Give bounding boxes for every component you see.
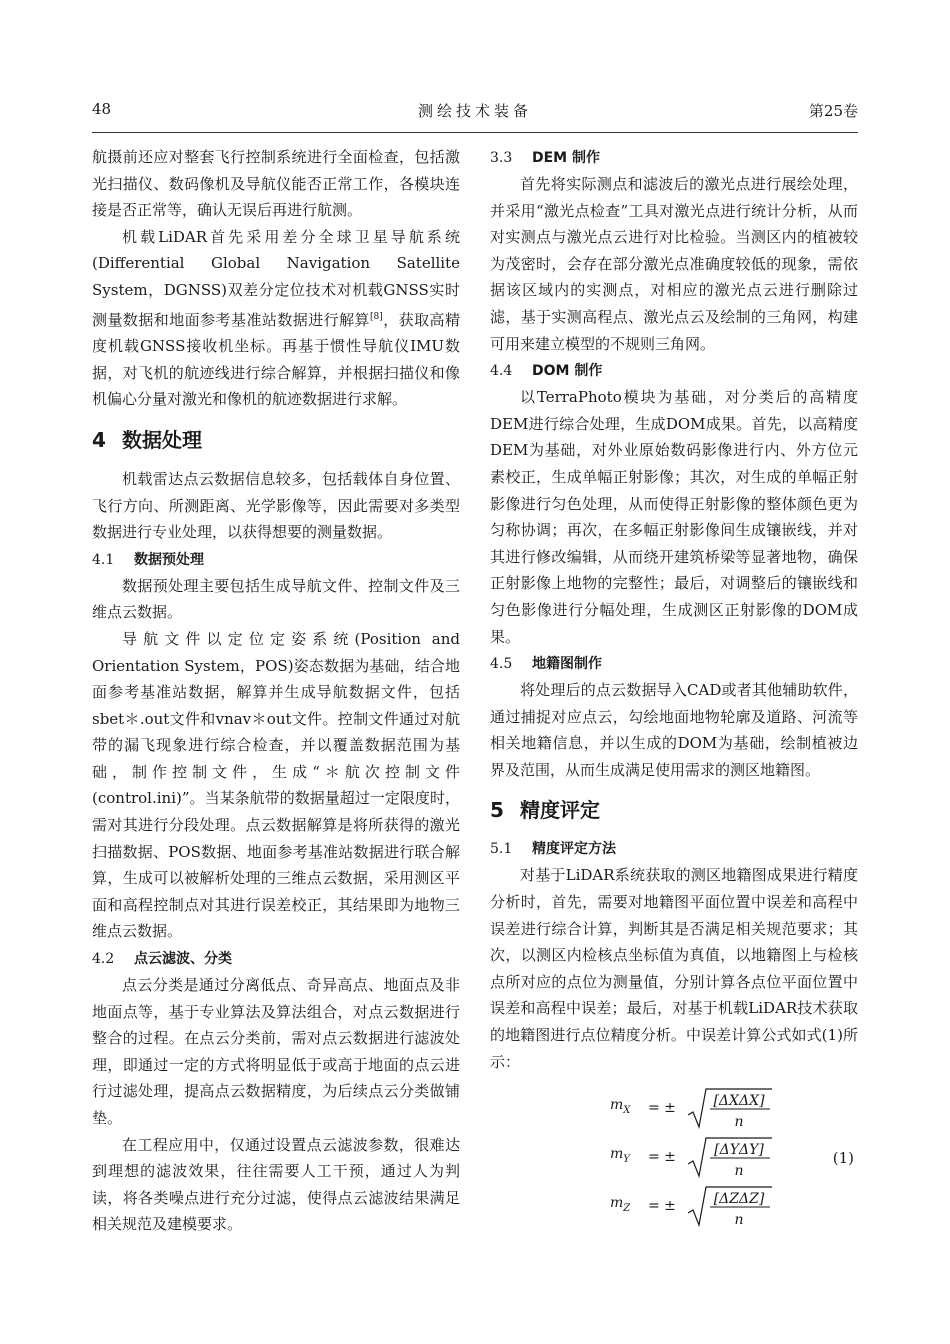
symbol-subscript: Z <box>623 1202 631 1214</box>
left-column <box>92 144 460 1238</box>
equals-sign: = ± <box>648 1148 676 1165</box>
section-number: 4 <box>92 427 106 452</box>
section-heading-4 <box>92 426 460 454</box>
equation-lhs <box>610 1141 648 1173</box>
subsection-number: 4.4 <box>490 363 513 380</box>
symbol-m: m <box>610 1195 624 1212</box>
journal-title: 测绘技术装备 <box>417 102 532 120</box>
subsection-number: 3.3 <box>490 150 513 166</box>
symbol-m: m <box>610 1146 624 1163</box>
paragraph: 对基于LiDAR系统获取的测区地籍图成果进行精度分析时，首先，需要对地籍图平面位置中误差和高程中误差进行综合计算，判断其是否满足相关规范要求；其次，以测区内检核点坐标值为真值，以地籍图上与检核点所对应的点位为测量值，分别计算各点位平面位置中误差和高程中误差；最后，对基于机载LiDAR技术获取的地籍图进行点位精度分析。中误差计算公式如式(1)所示： <box>490 866 858 1071</box>
paragraph: 导航文件以定位定姿系统(Position and Orientation System，POS)姿态数据为基础，结合地面参考基准站数据，解算并生成导航数据文件，包括sbet＊.out文件和vnav＊out文件。控制文件通过对航带的漏飞现象进行综合检查，并以覆盖数据范围为基础，制作控制文件，生成“＊航次控制文件(control.ini)”。当某条航带的数据量超过一定限度时，需对其进行分段处理。点云数据解算是将所获得的激光扫描数据、POS数据、地面参考基准站数据进行联合解算，生成可以被解析处理的三维点云数据，采用测区平面和高程控制点对其进行误差校正，其结果即为地物三维点云数据。 <box>92 629 460 941</box>
sqrt-fraction <box>686 1087 772 1129</box>
volume-label: 第25卷 <box>808 102 858 120</box>
symbol-subscript: X <box>623 1104 631 1116</box>
section-number: 5 <box>490 798 504 823</box>
equation-row-z <box>610 1185 772 1231</box>
paragraph: 机载雷达点云数据信息较多，包括载体自身位置、飞行方向、所测距离、光学影像等，因此需要对多类型数据进行专业处理，以获得想要的测量数据。 <box>92 469 460 542</box>
equation-row-y <box>610 1136 772 1182</box>
subsection-heading-4-4 <box>490 358 858 384</box>
numerator: [ΔYΔY] <box>714 1142 764 1159</box>
subsection-title: DOM 制作 <box>532 363 603 380</box>
subsection-heading-5-1 <box>490 836 858 862</box>
symbol-subscript: Y <box>623 1153 630 1165</box>
equation-lhs <box>610 1190 648 1222</box>
equation-number: (1) <box>832 1149 854 1168</box>
subsection-heading-4-1 <box>92 547 460 573</box>
section-heading-5 <box>490 796 858 824</box>
paragraph: 将处理后的点云数据导入CAD或者其他辅助软件，通过捕捉对应点云，勾绘地面地物轮廓及道路、河流等相关地籍信息，并以生成的DOM为基础，绘制植被边界及范围，从而生成满足使用需求的测区地籍图。 <box>490 681 858 779</box>
citation: [8] <box>370 311 383 322</box>
subsection-title: DEM 制作 <box>532 150 600 166</box>
subsection-title: 精度评定方法 <box>532 841 616 858</box>
subsection-number: 4.1 <box>92 551 115 568</box>
numerator: [ΔZΔZ] <box>713 1191 765 1208</box>
denominator: n <box>734 1114 744 1131</box>
paragraph: 首先将实际测点和滤波后的激光点进行展绘处理，并采用“激光点检查”工具对激光点进行统计分析，从而对实测点与激光点云进行对比检验。当测区内的植被较为茂密时，会存在部分激光点准确度较低的现象，需依据该区域内的实测点，对相应的激光点云进行删除过滤，基于实测高程点、激光点云及绘制的三角网，构建可用来建立模型的不规则三角网。 <box>490 175 858 353</box>
subsection-number: 4.2 <box>92 951 115 968</box>
equation-lhs <box>610 1092 648 1124</box>
sqrt-fraction <box>686 1136 772 1178</box>
subsection-title: 数据预处理 <box>134 551 204 568</box>
paragraph: 航摄前还应对整套飞行控制系统进行全面检查，包括激光扫描仪、数码像机及导航仪能否正常工作，各模块连接是否正常等，确认无误后再进行航测。 <box>92 148 460 220</box>
paragraph-text: 机载LiDAR首先采用差分全球卫星导航系统(Differential Global Navigation Satellite System，DGNSS)双差分定位技术对机载GNSS实时测量数据和地面参考基准站数据进行解算 <box>92 227 460 329</box>
subsection-title: 地籍图制作 <box>532 656 602 673</box>
equation-1 <box>490 1087 858 1235</box>
equals-sign: = ± <box>648 1197 676 1214</box>
header-rule <box>92 132 858 133</box>
paragraph: 数据预处理主要包括生成导航文件、控制文件及三维点云数据。 <box>92 576 460 622</box>
subsection-number: 4.5 <box>490 656 513 673</box>
denominator: n <box>734 1212 744 1229</box>
paragraph: 以TerraPhoto模块为基础，对分类后的高精度DEM进行综合处理，生成DOM成果。首先，以高精度DEM为基础，对外业原始数码影像进行内、外方位元素校正，生成单幅正射影像；其次，对生成的单幅正射影像进行匀色处理，从而使得正射影像的整体颜色更为匀称协调；再次，在多幅正射影像间生成镶嵌线，并对其进行修改编辑，从而绕开建筑桥梁等显著地物，确保正射影像上地物的完整性；最后，对调整后的镶嵌线和匀色影像进行分幅处理，生成测区正射影像的DOM成果。 <box>490 388 858 646</box>
equals-sign: = ± <box>648 1099 676 1116</box>
equation-row-x <box>610 1087 772 1133</box>
subsection-number: 5.1 <box>490 841 513 858</box>
running-header <box>92 100 858 130</box>
section-title: 数据处理 <box>122 427 202 452</box>
numerator: [ΔXΔX] <box>713 1093 765 1110</box>
right-column <box>490 144 858 1235</box>
subsection-heading-3-3 <box>490 145 858 171</box>
paragraph: 点云分类是通过分离低点、奇异高点、地面点及非地面点等，基于专业算法及算法组合，对点云数据进行整合的过程。在点云分类前，需对点云数据进行滤波处理，即通过一定的方式将明显低于或高于地面的点云进行过滤处理，提高点云数据精度，为后续点云分类做铺垫。 <box>92 976 460 1127</box>
paragraph-text: ，获取高精度机载GNSS接收机坐标。再基于惯性导航仪IMU数据，对飞机的航迹线进行综合解算，并根据扫描仪和像机偏心分量对激光和像机的航迹数据进行求解。 <box>92 310 460 409</box>
subsection-heading-4-2 <box>92 946 460 972</box>
subsection-title: 点云滤波、分类 <box>134 951 232 968</box>
page-number: 48 <box>92 100 112 118</box>
subsection-heading-4-5 <box>490 651 858 677</box>
sqrt-fraction <box>686 1185 772 1227</box>
symbol-m: m <box>610 1097 624 1114</box>
paragraph <box>92 224 460 413</box>
paragraph: 在工程应用中，仅通过设置点云滤波参数，很难达到理想的滤波效果，往往需要人工干预，通过人为判读，将各类噪点进行充分过滤，使得点云滤波结果满足相关规范及建模要求。 <box>92 1135 460 1234</box>
section-title: 精度评定 <box>520 798 600 823</box>
denominator: n <box>734 1163 744 1180</box>
